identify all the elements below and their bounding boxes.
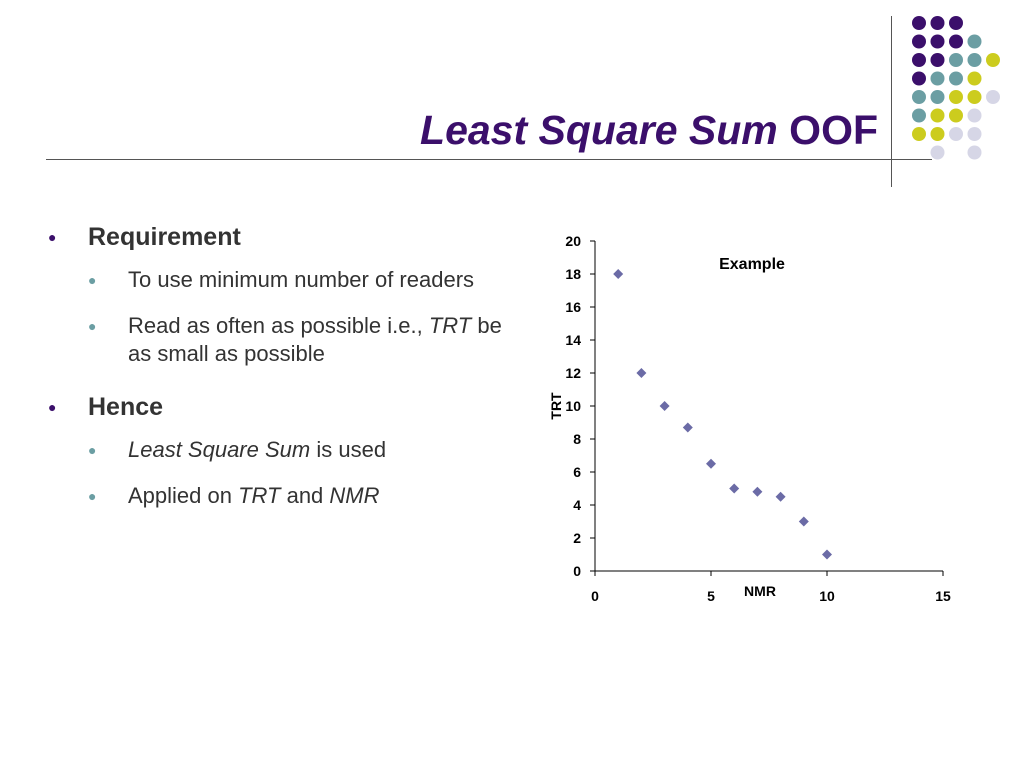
sub-bullet-dot-icon: ●: [88, 318, 97, 334]
bullet-dot-icon: ●: [48, 229, 57, 245]
chart-y-tick-label: 18: [565, 266, 581, 282]
chart-y-tick-label: 20: [565, 233, 581, 249]
decorative-dot: [968, 72, 982, 86]
chart-y-tick-label: 2: [573, 530, 581, 546]
chart-x-axis-label: NMR: [744, 583, 776, 599]
chart-data-point: [822, 550, 832, 560]
decorative-dot: [931, 146, 945, 160]
bullet-hence: [44, 390, 514, 424]
decorative-dot: [968, 53, 982, 67]
bullet-requirement: [44, 220, 514, 254]
sub-bullet-dot-icon: ●: [88, 272, 97, 288]
chart-data-point: [799, 517, 809, 527]
decorative-dot: [968, 109, 982, 123]
bullet-req-item-1-text: To use minimum number of readers: [128, 267, 475, 292]
bullet-hence-item-2-nmr: NMR: [329, 483, 380, 508]
bullet-hence-text: Hence: [88, 393, 164, 421]
decorative-dot: [968, 90, 982, 104]
decorative-dot: [949, 16, 963, 30]
decorative-dot: [931, 35, 945, 49]
bullet-hence-item-2: [44, 482, 514, 510]
chart-y-tick-label: 4: [573, 497, 581, 513]
bullet-list: [44, 220, 514, 510]
title-italic: Least Square Sum: [420, 107, 778, 153]
chart-y-tick-label: 10: [565, 398, 581, 414]
decorative-dot: [912, 16, 926, 30]
chart-x-tick-label: 10: [819, 588, 835, 604]
decorative-dot: [968, 127, 982, 141]
bullet-hence-item-2-and: and: [280, 483, 330, 508]
chart-x-tick-label: 15: [935, 588, 951, 604]
chart-y-tick-label: 16: [565, 299, 581, 315]
bullet-requirement-text: Requirement: [88, 223, 241, 251]
bullet-hence-item-2-trt: TRT: [238, 483, 281, 508]
slide-title: [420, 104, 878, 156]
title-plain: OOF: [789, 107, 878, 153]
sub-bullet-dot-icon: ●: [88, 442, 97, 458]
chart-y-axis-label: TRT: [548, 392, 564, 420]
chart-data-point: [683, 422, 693, 432]
decorative-dot: [912, 90, 926, 104]
decorative-dot: [931, 16, 945, 30]
decorative-dot: [949, 127, 963, 141]
decorative-dot: [968, 35, 982, 49]
decorative-dot: [986, 53, 1000, 67]
chart-data-point: [729, 484, 739, 494]
chart-data-point: [706, 459, 716, 469]
chart-data-point: [752, 487, 762, 497]
decorative-dot: [931, 127, 945, 141]
bullet-req-item-2-trt: TRT: [428, 313, 472, 338]
sub-bullet-dot-icon: ●: [88, 488, 97, 504]
chart-y-tick-label: 12: [565, 365, 581, 381]
decorative-dot: [949, 72, 963, 86]
chart-data-point: [636, 368, 646, 378]
chart-y-tick-label: 14: [565, 332, 581, 348]
bullet-req-item-2-part1: Read as often as possible i.e.,: [128, 313, 429, 338]
decorative-dot: [986, 90, 1000, 104]
decorative-dot: [931, 90, 945, 104]
decorative-dot: [949, 90, 963, 104]
decorative-dot: [931, 53, 945, 67]
chart-y-tick-label: 0: [573, 563, 581, 579]
decorative-dot: [949, 53, 963, 67]
decorative-dot: [912, 35, 926, 49]
decorative-dot: [912, 109, 926, 123]
decorative-dot-grid: [0, 0, 1024, 200]
chart-x-tick-label: 0: [591, 588, 599, 604]
decorative-dot: [931, 72, 945, 86]
bullet-req-item-1: [44, 266, 514, 294]
chart-data-point: [613, 269, 623, 279]
chart-y-tick-label: 8: [573, 431, 581, 447]
vertical-divider: [891, 16, 892, 187]
scatter-chart: [530, 225, 970, 615]
chart-x-tick-label: 5: [707, 588, 715, 604]
decorative-dot: [912, 53, 926, 67]
chart-data-point: [660, 401, 670, 411]
chart-data-point: [776, 492, 786, 502]
bullet-hence-item-1-rest: is used: [310, 437, 387, 462]
bullet-hence-item-1: [44, 436, 514, 464]
decorative-dot: [912, 127, 926, 141]
bullet-hence-item-2-part1: Applied on: [128, 483, 239, 508]
bullet-hence-item-1-italic: Least Square Sum: [128, 437, 311, 462]
bullet-req-item-2-part2: be as small as possible: [128, 313, 502, 366]
decorative-dot: [912, 72, 926, 86]
decorative-dot: [931, 109, 945, 123]
bullet-req-item-2: [44, 312, 514, 368]
decorative-dot: [949, 109, 963, 123]
bullet-dot-icon: ●: [48, 399, 57, 415]
chart-y-tick-label: 6: [573, 464, 581, 480]
chart-title: Example: [719, 256, 785, 273]
decorative-dot: [949, 35, 963, 49]
title-underline: [46, 159, 932, 160]
decorative-dot: [968, 146, 982, 160]
